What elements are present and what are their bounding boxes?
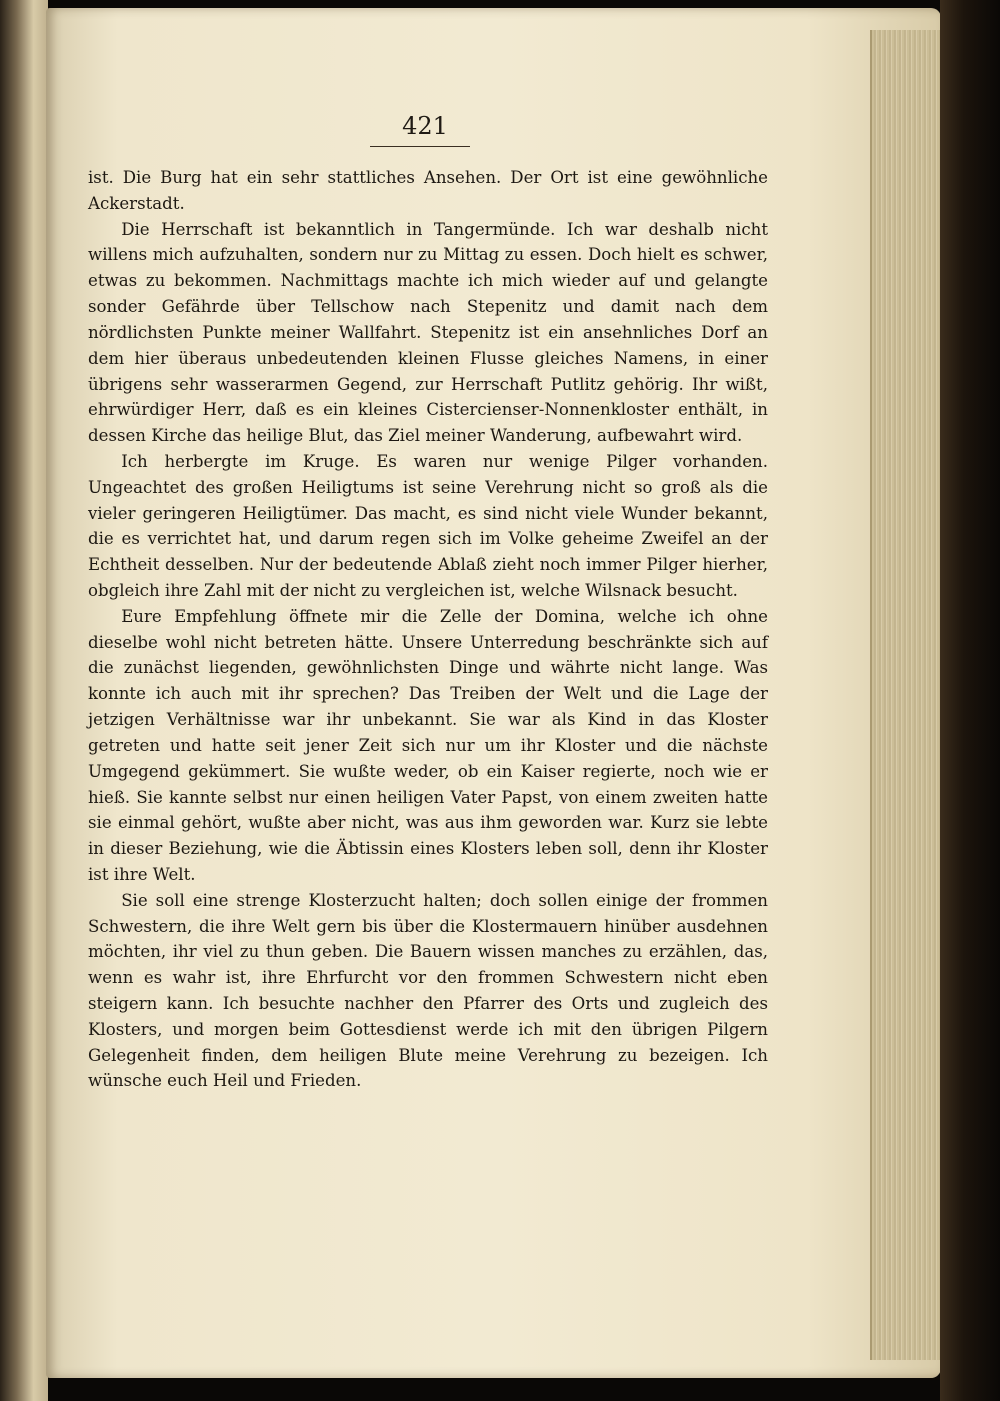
body-text	[88, 165, 768, 1094]
paragraph: Die Herrschaft ist bekanntlich in Tangermünde. Ich war deshalb nicht willens mich aufzuhalten, sondern nur zu Mittag zu essen. Doch hielt es schwer, etwas zu bekommen. Nachmittags machte ich mich wieder auf und gelangte sonder Gefährde über Tellschow nach Stepenitz und damit nach dem nördlichsten Punkte meiner Wallfahrt. Stepenitz ist ein ansehnliches Dorf an dem hier überaus unbedeutenden kleinen Flusse gleiches Namens, in einer übrigens sehr wasserarmen Gegend, zur Herrschaft Putlitz gehörig. Ihr wißt, ehrwürdiger Herr, daß es ein kleines Cistercienser-Nonnenkloster enthält, in dessen Kirche das heilige Blut, das Ziel meiner Wanderung, aufbewahrt wird.	[88, 219, 768, 446]
page-number-rule	[370, 146, 470, 147]
book-cover-edge	[940, 0, 1000, 1401]
paragraph: Eure Empfehlung öffnete mir die Zelle der Domina, welche ich ohne dieselbe wohl nicht betreten hätte. Unsere Unterredung beschränkte sich auf die zunächst liegenden, gewöhnlichsten Dinge und währte nicht lange. Was konnte ich auch mit ihr sprechen? Das Treiben der Welt und die Lage der jetzigen Verhältnisse war ihr unbekannt. Sie war als Kind in das Kloster getreten und hatte seit jener Zeit sich nur um ihr Kloster und die nächste Umgegend gekümmert. Sie wußte weder, ob ein Kaiser regierte, noch wie er hieß. Sie kannte selbst nur einen heiligen Vater Papst, von einem zweiten hatte sie einmal gehört, wußte aber nicht, was aus ihm geworden war. Kurz sie lebte in dieser Beziehung, wie die Äbtissin eines Klosters leben soll, denn ihr Kloster ist ihre Welt.	[88, 606, 768, 884]
page-block-edge	[870, 30, 944, 1360]
paragraph: Sie soll eine strenge Klosterzucht halten; doch sollen einige der frommen Schwestern, die ihre Welt gern bis über die Klostermauern hinüber ausdehnen möchten, ihr viel zu thun geben. Die Bauern wissen manches zu erzählen, das, wenn es wahr ist, ihre Ehrfurcht vor den frommen Schwestern nicht eben steigern kann. Ich besuchte nachher den Pfarrer des Orts und zugleich des Klosters, und morgen beim Gottesdienst werde ich mit den übrigen Pilgern Gelegenheit finden, dem heiligen Blute meine Verehrung zu bezeigen. Ich wünsche euch Heil und Frieden.	[88, 890, 768, 1091]
page-number: 421	[402, 112, 448, 140]
previous-page-edge	[0, 0, 48, 1401]
paragraph: ist. Die Burg hat ein sehr stattliches Ansehen. Der Ort ist eine gewöhnliche Ackerstadt.	[88, 168, 768, 213]
paragraph: Ich herbergte im Kruge. Es waren nur wenige Pilger vorhanden. Ungeachtet des großen Heiligtums ist seine Verehrung nicht so groß als die vieler geringeren Heiligtümer. Das macht, es sind nicht viele Wunder bekannt, die es verrichtet hat, und darum regen sich im Volke geheime Zweifel an der Echtheit desselben. Nur der bedeutende Ablaß zieht noch immer Pilger hierher, obgleich ihre Zahl mit der nicht zu vergleichen ist, welche Wilsnack besucht.	[88, 451, 768, 600]
